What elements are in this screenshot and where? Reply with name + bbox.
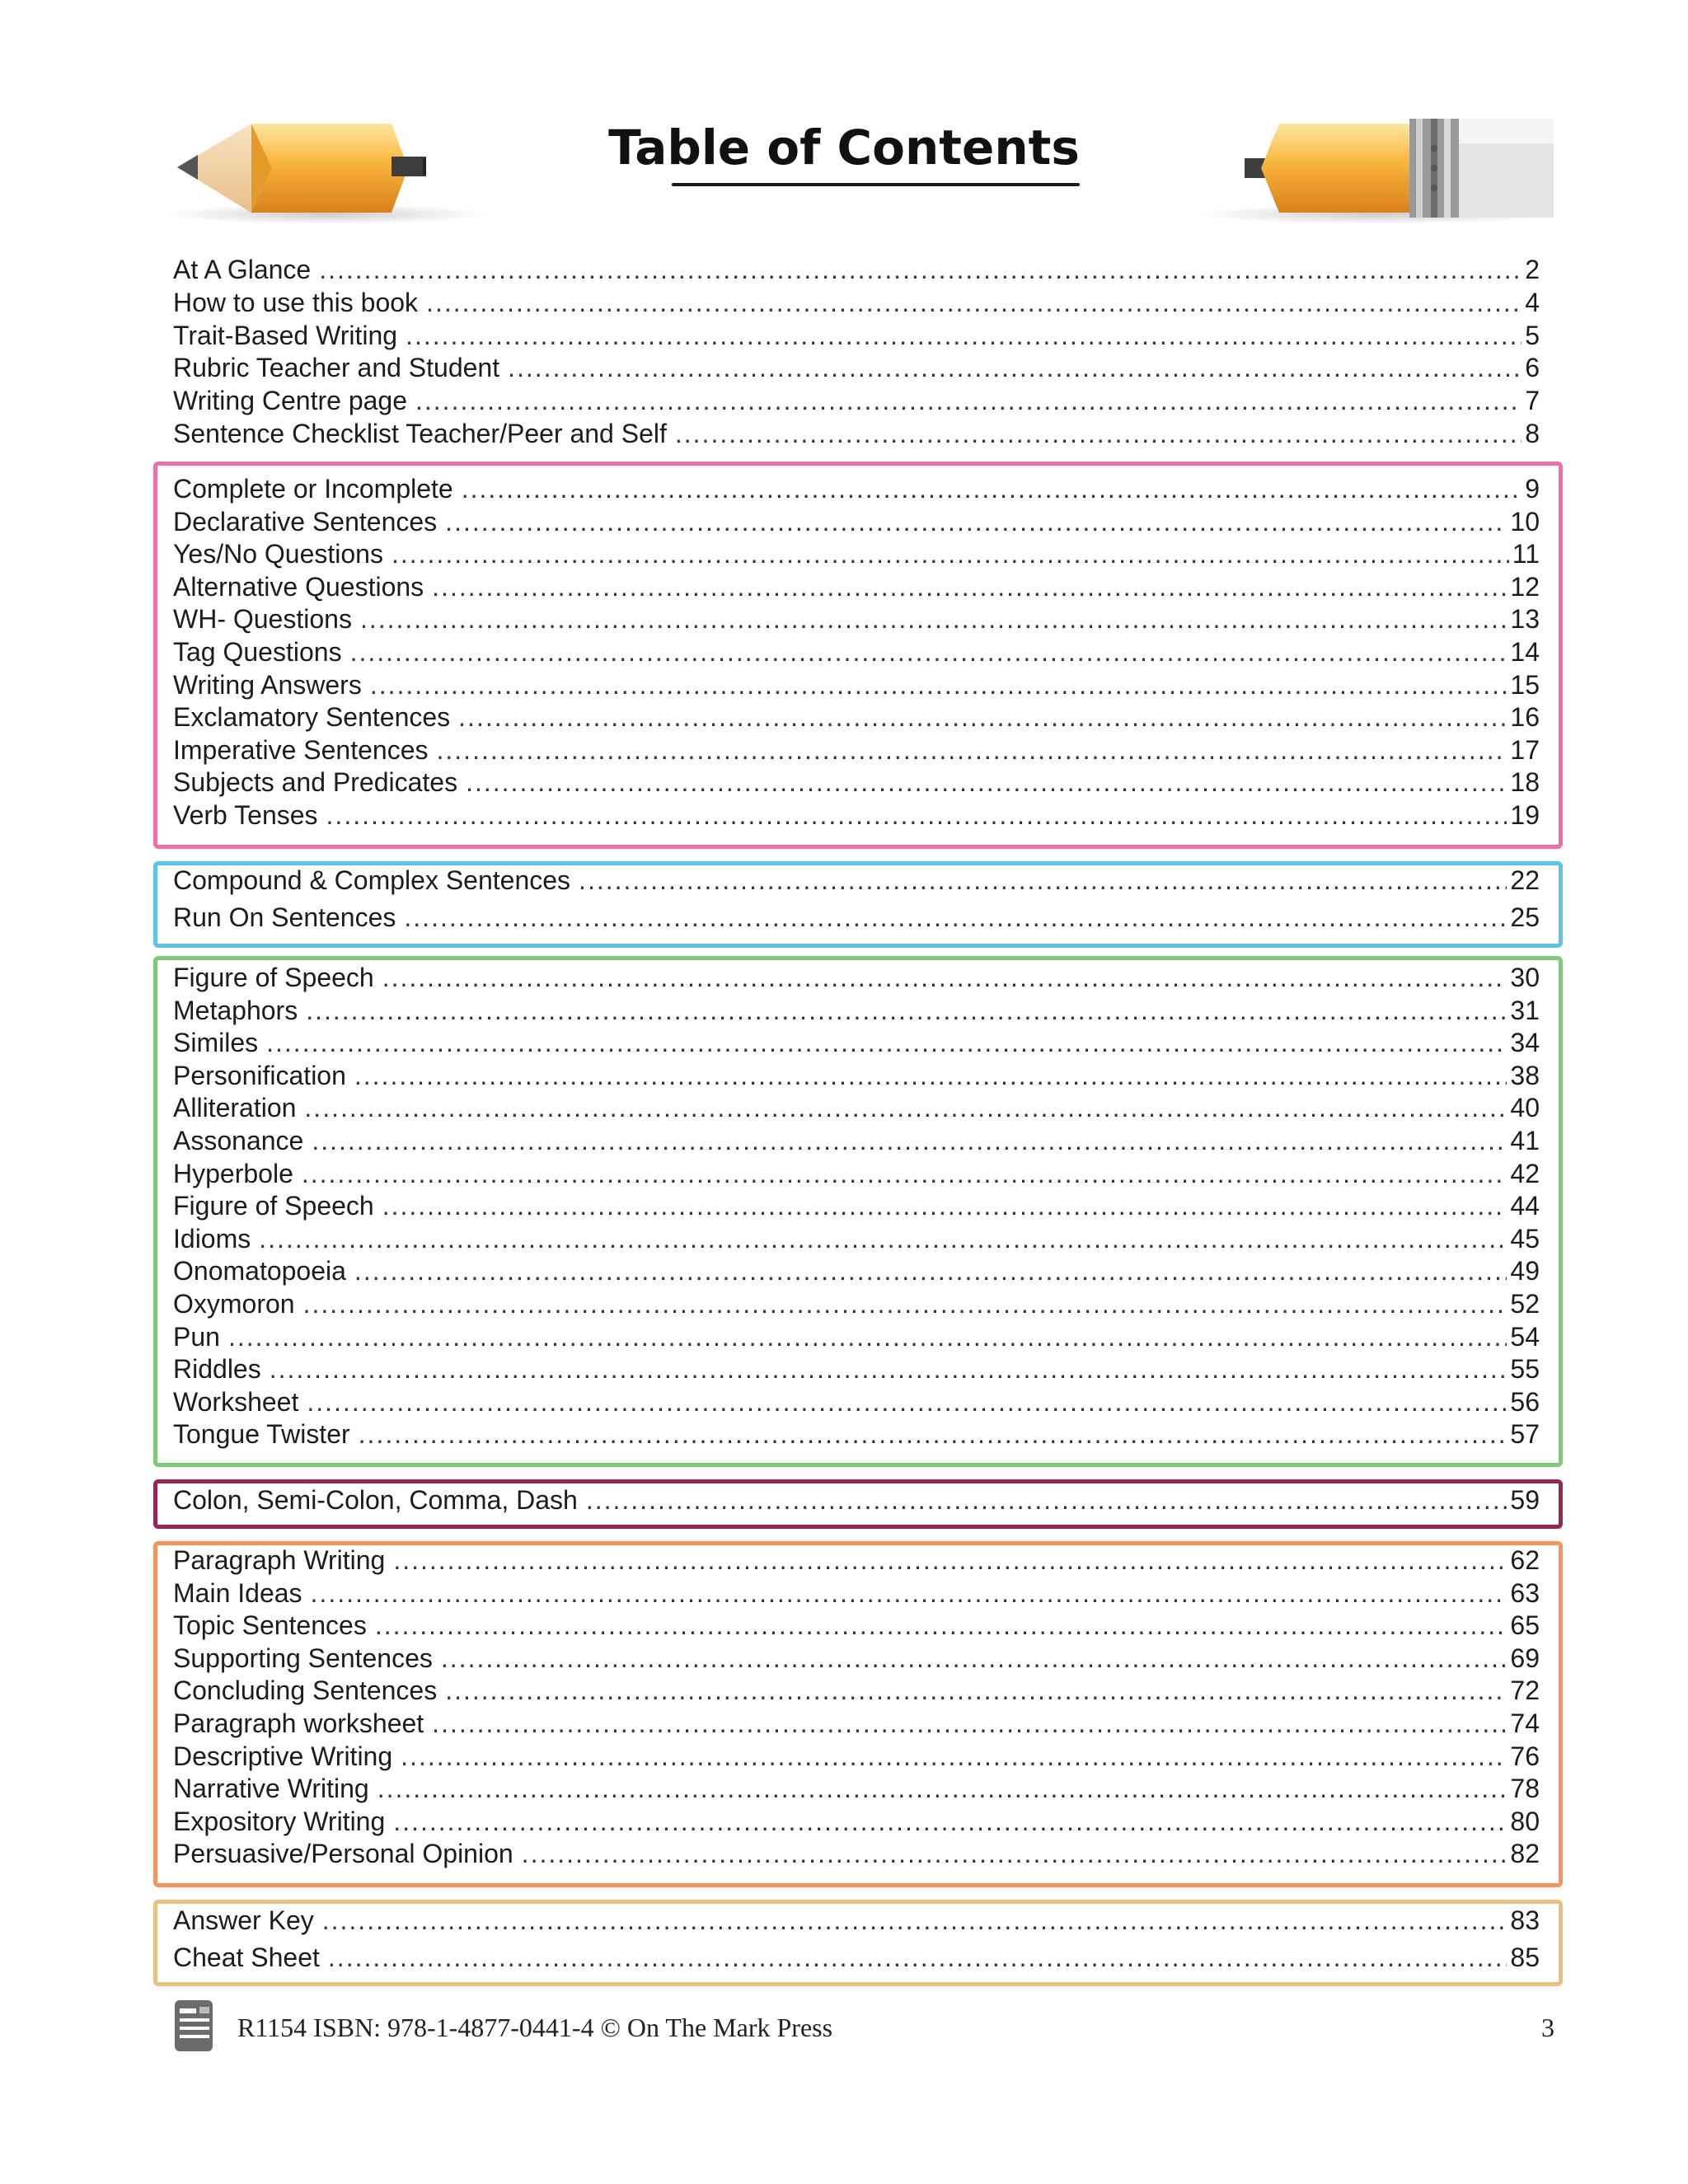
toc-entry-page: 54 [1510,1321,1540,1352]
dot-leader [445,1674,1507,1707]
toc-entry[interactable] [173,733,1540,766]
toc-entry-page: 22 [1510,865,1540,895]
page-title: Table of Contents [608,120,1080,176]
toc-entry[interactable] [173,1805,1540,1838]
dot-leader [259,1222,1507,1255]
dot-leader [377,1772,1507,1805]
toc-entry-page: 83 [1510,1905,1540,1935]
toc-entry-title: Colon, Semi-Colon, Comma, Dash [173,1485,578,1515]
toc-entry-page: 30 [1510,963,1540,992]
dot-leader [522,1837,1507,1870]
toc-entry-title: Supporting Sentences [173,1643,433,1673]
toc-entry[interactable] [173,1385,1540,1418]
toc-entry-title: Tag Questions [173,637,342,667]
toc-entry[interactable] [173,505,1540,538]
dot-leader [508,351,1522,384]
toc-entry[interactable] [173,864,1540,897]
toc-entry-title: Trait-Based Writing [173,320,398,350]
toc-entry[interactable] [173,1707,1540,1740]
dot-leader [426,286,1522,319]
toc-entry[interactable] [173,1674,1540,1707]
toc-entry-page: 49 [1510,1256,1540,1286]
toc-entry[interactable] [173,472,1540,505]
dot-leader [359,1418,1507,1451]
toc-entry-page: 85 [1510,1943,1540,1972]
toc-entry-page: 11 [1512,539,1540,569]
toc-entry-title: Answer Key [173,1905,314,1935]
toc-entry[interactable] [173,1740,1540,1773]
dot-leader [303,1287,1507,1320]
toc-entry-page: 42 [1510,1158,1540,1188]
toc-entry-page: 8 [1525,419,1540,448]
toc-entry-page: 59 [1510,1485,1540,1515]
toc-entry-page: 14 [1510,637,1540,667]
toc-entry-page: 2 [1525,255,1540,284]
toc-entry-title: Figure of Speech [173,963,374,992]
toc-entry-title: Similes [173,1028,259,1058]
toc-entry-title: Figure of Speech [173,1191,374,1221]
dot-leader [319,253,1522,286]
toc-entry-title: Complete or Incomplete [173,474,453,504]
toc-entry-title: Hyperbole [173,1158,293,1188]
toc-entry-title: Run On Sentences [173,902,396,932]
toc-entry-title: Oxymoron [173,1289,295,1319]
dot-leader [392,537,1509,570]
toc-entry[interactable] [173,1772,1540,1805]
toc-entry[interactable] [173,1837,1540,1870]
dot-leader [432,570,1507,603]
toc-entry-title: Assonance [173,1126,304,1155]
toc-entry-title: Topic Sentences [173,1610,367,1641]
toc-entry-title: Rubric Teacher and Student [173,353,500,383]
toc-entry-title: Writing Answers [173,669,362,700]
toc-entry-title: Paragraph worksheet [173,1708,424,1738]
toc-entry-title: Alternative Questions [173,571,424,602]
toc-entry-page: 56 [1510,1386,1540,1417]
toc-entry-title: Paragraph Writing [173,1545,386,1575]
toc-entry[interactable] [173,799,1540,832]
toc-entry-title: How to use this book [173,287,419,317]
toc-entry-page: 65 [1510,1610,1540,1641]
toc-entry-title: Yes/No Questions [173,539,383,569]
toc-entry[interactable] [173,1352,1540,1385]
toc-entry-title: Personification [173,1060,346,1090]
dot-leader [306,994,1507,1027]
toc-entry-title: Riddles [173,1354,261,1385]
toc-entry[interactable] [173,602,1540,635]
toc-entry-page: 6 [1525,353,1540,383]
toc-entry-page: 25 [1510,902,1540,932]
toc-entry[interactable] [173,1091,1540,1124]
dot-leader [311,1577,1507,1610]
dot-leader [312,1124,1507,1157]
dot-leader [350,635,1507,668]
toc-entry-title: Descriptive Writing [173,1741,393,1771]
toc-entry[interactable] [173,319,1540,352]
toc-entry-page: 57 [1510,1419,1540,1450]
toc-entry-page: 80 [1510,1806,1540,1836]
toc-entry-title: Alliteration [173,1093,297,1123]
toc-entry-page: 72 [1510,1675,1540,1706]
dot-leader [360,602,1507,635]
toc-entry-page: 12 [1510,571,1540,602]
toc-entry-title: At A Glance [173,255,312,284]
toc-entry-page: 31 [1510,995,1540,1025]
dot-leader [382,961,1507,994]
toc-entry-page: 62 [1510,1545,1540,1575]
toc-entry-page: 19 [1510,800,1540,830]
toc-entry-title: Worksheet [173,1386,299,1417]
toc-entry-page: 69 [1510,1643,1540,1673]
toc-entry[interactable] [173,384,1540,417]
toc-entry[interactable] [173,1609,1540,1642]
toc-entry[interactable] [173,1320,1540,1353]
dot-leader [370,668,1507,701]
footer-page-number: 3 [1541,2013,1554,2042]
toc-entry[interactable] [173,1189,1540,1222]
toc-entry[interactable] [173,1904,1540,1937]
toc-entry[interactable] [173,1059,1540,1092]
toc-entry-title: Idioms [173,1223,251,1254]
toc-entry[interactable] [173,570,1540,603]
pencil-eraser-icon [1195,107,1558,231]
page-header [0,0,1688,247]
toc-entry-title: Cheat Sheet [173,1943,320,1972]
toc-entry[interactable] [173,1642,1540,1675]
toc-entry-page: 55 [1510,1354,1540,1385]
toc-entry-page: 16 [1510,702,1540,733]
toc-entry-page: 15 [1510,669,1540,700]
dot-leader [393,1805,1507,1838]
footer-publisher-info: R1154 ISBN: 978-1-4877-0441-4 © On The Mark Press [237,2013,833,2042]
dot-leader [458,701,1507,733]
toc-entry[interactable] [173,417,1540,450]
dot-leader [354,1254,1507,1287]
dot-leader [437,733,1507,766]
dot-leader [675,417,1522,450]
toc-entry[interactable] [173,253,1540,286]
toc-entry-page: 52 [1510,1289,1540,1319]
toc-entry-title: Tongue Twister [173,1419,350,1450]
toc-entry-title: Main Ideas [173,1577,302,1608]
toc-entry-page: 18 [1510,767,1540,798]
dot-leader [445,505,1507,538]
dot-leader [328,1941,1507,1974]
toc-entry-page: 74 [1510,1708,1540,1738]
dot-leader [302,1157,1507,1190]
toc-entry-page: 4 [1525,287,1540,317]
toc-entry-title: Exclamatory Sentences [173,702,451,733]
toc-entry-title: Writing Centre page [173,386,407,416]
toc-entry-title: Expository Writing [173,1806,386,1836]
dot-leader [266,1026,1507,1059]
toc-entry[interactable] [173,961,1540,994]
toc-entry-title: Subjects and Predicates [173,767,458,798]
toc-entry-page: 38 [1510,1060,1540,1090]
toc-entry-title: Onomatopoeia [173,1256,346,1286]
dot-leader [432,1707,1507,1740]
dot-leader [326,799,1507,832]
dot-leader [401,1740,1507,1773]
toc-entry[interactable] [173,1418,1540,1451]
toc-entry-page: 44 [1510,1191,1540,1221]
title-underline [672,183,1080,186]
dot-leader [228,1320,1507,1353]
toc-entry-page: 82 [1510,1839,1540,1869]
dot-leader [354,1059,1507,1092]
dot-leader [404,901,1507,934]
toc-entry-page: 45 [1510,1223,1540,1254]
toc-entry-page: 41 [1510,1126,1540,1155]
toc-entry-title: Metaphors [173,995,298,1025]
toc-entry-page: 5 [1525,320,1540,350]
toc-entry-title: Verb Tenses [173,800,318,830]
dot-leader [441,1642,1507,1675]
toc-entry-title: Concluding Sentences [173,1675,438,1706]
toc-entry[interactable] [173,1254,1540,1287]
dot-leader [406,319,1522,352]
dot-leader [382,1189,1507,1222]
toc-entry[interactable] [173,286,1540,319]
publisher-logo-icon [171,1999,218,2053]
toc-entry[interactable] [173,1222,1540,1255]
toc-entry-title: WH- Questions [173,604,352,635]
toc-entry-title: Sentence Checklist Teacher/Peer and Self [173,419,667,448]
toc-entry[interactable] [173,537,1540,570]
toc-entry[interactable] [173,1577,1540,1610]
toc-entry[interactable] [173,901,1540,934]
toc-entry[interactable] [173,668,1540,701]
dot-leader [466,766,1507,799]
toc-entry[interactable] [173,766,1540,799]
toc-entry[interactable] [173,635,1540,668]
toc-entry[interactable] [173,1026,1540,1059]
toc-entry-title: Compound & Complex Sentences [173,865,571,895]
dot-leader [579,864,1507,897]
toc-entry-page: 9 [1525,474,1540,504]
dot-leader [307,1385,1507,1418]
toc-entry[interactable] [173,1157,1540,1190]
toc-entry-page: 7 [1525,386,1540,416]
dot-leader [270,1352,1507,1385]
toc-entry-title: Pun [173,1321,220,1352]
toc-entry[interactable] [173,994,1540,1027]
toc-entry[interactable] [173,701,1540,733]
toc-entry-title: Narrative Writing [173,1774,369,1804]
dot-leader [393,1544,1507,1577]
toc-entry[interactable] [173,1544,1540,1577]
toc-entry-page: 13 [1510,604,1540,635]
dot-leader [415,384,1522,417]
dot-leader [304,1091,1507,1124]
toc-entry[interactable] [173,1483,1540,1516]
toc-entry-page: 17 [1510,734,1540,765]
dot-leader [462,472,1522,505]
toc-entry-page: 78 [1510,1774,1540,1804]
toc-entry[interactable] [173,1124,1540,1157]
toc-entry-page: 76 [1510,1741,1540,1771]
toc-entry-title: Declarative Sentences [173,506,438,537]
toc-entry-page: 10 [1510,506,1540,537]
toc-entry-page: 40 [1510,1093,1540,1123]
toc-entry[interactable] [173,1941,1540,1974]
dot-leader [586,1483,1507,1516]
dot-leader [322,1904,1507,1937]
toc-entry-page: 34 [1510,1028,1540,1058]
toc-entry-title: Persuasive/Personal Opinion [173,1839,513,1869]
dot-leader [375,1609,1507,1642]
toc-entry-title: Imperative Sentences [173,734,429,765]
toc-entry[interactable] [173,351,1540,384]
toc-entry[interactable] [173,1287,1540,1320]
toc-entry-page: 63 [1510,1577,1540,1608]
